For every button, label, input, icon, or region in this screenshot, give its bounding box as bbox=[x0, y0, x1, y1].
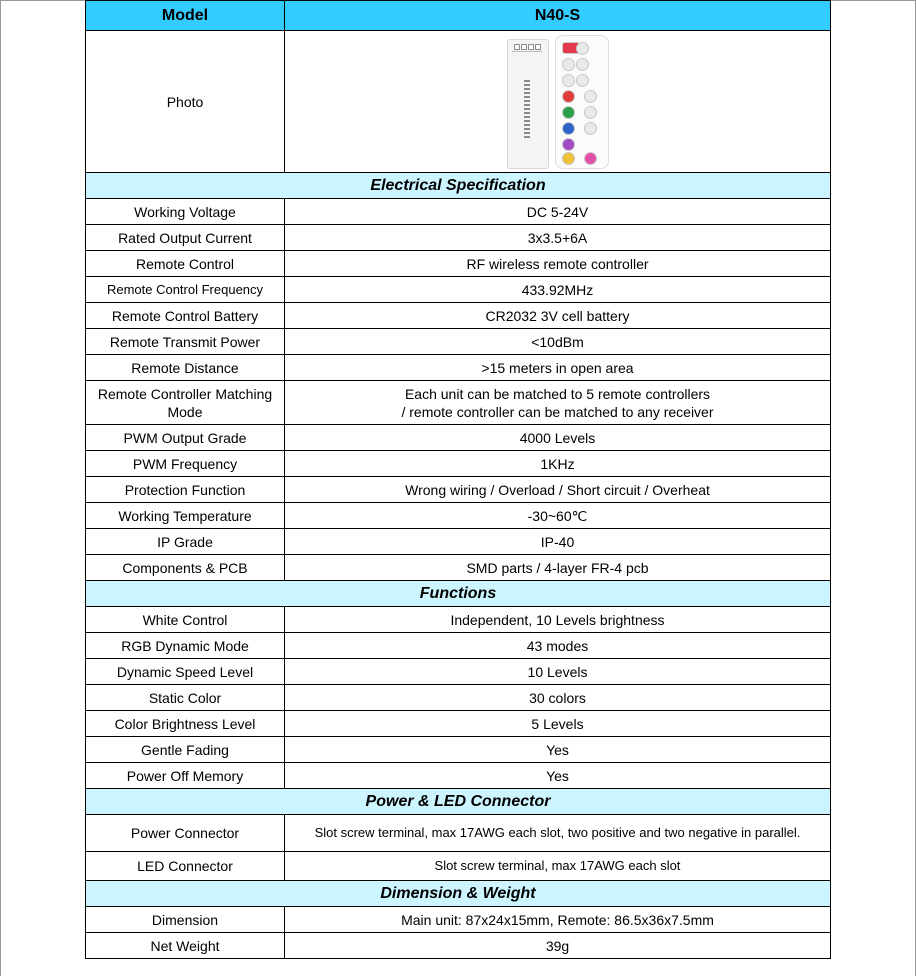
page-frame-top-right bbox=[830, 0, 916, 1]
section-title: Power & LED Connector bbox=[86, 789, 831, 815]
spec-label: PWM Output Grade bbox=[86, 425, 285, 451]
spec-value: DC 5-24V bbox=[285, 199, 831, 225]
spec-value: Slot screw terminal, max 17AWG each slot bbox=[285, 852, 831, 881]
spec-value: >15 meters in open area bbox=[285, 355, 831, 381]
section-title: Dimension & Weight bbox=[86, 881, 831, 907]
spec-label: White Control bbox=[86, 607, 285, 633]
section-functions bbox=[86, 581, 831, 607]
remote-button bbox=[576, 74, 589, 87]
spec-row bbox=[86, 711, 831, 737]
spec-label: Net Weight bbox=[86, 933, 285, 959]
spec-row bbox=[86, 355, 831, 381]
spec-row bbox=[86, 451, 831, 477]
spec-value: SMD parts / 4-layer FR-4 pcb bbox=[285, 555, 831, 581]
terminal-slots bbox=[512, 43, 542, 52]
spec-value: 433.92MHz bbox=[285, 277, 831, 303]
spec-value: 10 Levels bbox=[285, 659, 831, 685]
spec-row bbox=[86, 303, 831, 329]
spec-value-line: / remote controller can be matched to any receiver bbox=[401, 403, 714, 420]
spec-label: Remote Control Frequency bbox=[86, 277, 285, 303]
spec-label: Power Connector bbox=[86, 815, 285, 852]
spec-row bbox=[86, 477, 831, 503]
controller-label-print bbox=[524, 80, 530, 138]
remote-button bbox=[584, 122, 597, 135]
spec-label: Rated Output Current bbox=[86, 225, 285, 251]
spec-row bbox=[86, 737, 831, 763]
product-photo-cell bbox=[285, 31, 831, 173]
spec-label: LED Connector bbox=[86, 852, 285, 881]
spec-label bbox=[86, 381, 285, 425]
spec-sheet bbox=[85, 0, 830, 959]
spec-row bbox=[86, 381, 831, 425]
remote-button bbox=[562, 138, 575, 151]
spec-row bbox=[86, 659, 831, 685]
remote-control-image bbox=[555, 35, 609, 169]
spec-value: Independent, 10 Levels brightness bbox=[285, 607, 831, 633]
section-electrical bbox=[86, 173, 831, 199]
remote-button bbox=[562, 122, 575, 135]
spec-label: Working Temperature bbox=[86, 503, 285, 529]
spec-value: Wrong wiring / Overload / Short circuit / Overheat bbox=[285, 477, 831, 503]
section-power-connector bbox=[86, 789, 831, 815]
spec-value: Main unit: 87x24x15mm, Remote: 86.5x36x7.5mm bbox=[285, 907, 831, 933]
section-title: Functions bbox=[86, 581, 831, 607]
page-frame-top-left bbox=[0, 0, 85, 1]
remote-button bbox=[584, 152, 597, 165]
spec-label: Remote Control Battery bbox=[86, 303, 285, 329]
spec-row bbox=[86, 277, 831, 303]
spec-label-line: Remote Controller Matching bbox=[97, 385, 273, 402]
remote-button bbox=[584, 106, 597, 119]
spec-row bbox=[86, 815, 831, 852]
spec-table bbox=[85, 0, 831, 959]
spec-value: 3x3.5+6A bbox=[285, 225, 831, 251]
model-value: N40-S bbox=[285, 1, 831, 31]
spec-label: Gentle Fading bbox=[86, 737, 285, 763]
spec-row bbox=[86, 329, 831, 355]
spec-label: Remote Distance bbox=[86, 355, 285, 381]
photo-label: Photo bbox=[86, 31, 285, 173]
spec-label: Remote Transmit Power bbox=[86, 329, 285, 355]
spec-row bbox=[86, 199, 831, 225]
spec-value: 5 Levels bbox=[285, 711, 831, 737]
remote-button bbox=[562, 58, 575, 71]
spec-value: CR2032 3V cell battery bbox=[285, 303, 831, 329]
spec-value: Slot screw terminal, max 17AWG each slot, two positive and two negative in parallel. bbox=[285, 815, 831, 852]
spec-row bbox=[86, 933, 831, 959]
remote-button bbox=[584, 90, 597, 103]
spec-row bbox=[86, 251, 831, 277]
spec-value: -30~60℃ bbox=[285, 503, 831, 529]
spec-value: 30 colors bbox=[285, 685, 831, 711]
spec-value: <10dBm bbox=[285, 329, 831, 355]
spec-label: Color Brightness Level bbox=[86, 711, 285, 737]
remote-button bbox=[576, 42, 589, 55]
spec-label: Dimension bbox=[86, 907, 285, 933]
spec-value-line: Each unit can be matched to 5 remote controllers bbox=[404, 385, 711, 402]
spec-row bbox=[86, 907, 831, 933]
spec-label: Static Color bbox=[86, 685, 285, 711]
remote-button bbox=[562, 74, 575, 87]
spec-value: Yes bbox=[285, 763, 831, 789]
spec-label: Dynamic Speed Level bbox=[86, 659, 285, 685]
model-label: Model bbox=[86, 1, 285, 31]
spec-value: 43 modes bbox=[285, 633, 831, 659]
product-photo bbox=[505, 35, 610, 168]
remote-button bbox=[576, 58, 589, 71]
spec-value bbox=[285, 381, 831, 425]
spec-row bbox=[86, 633, 831, 659]
section-dimension bbox=[86, 881, 831, 907]
spec-row bbox=[86, 555, 831, 581]
spec-label: Power Off Memory bbox=[86, 763, 285, 789]
spec-value: RF wireless remote controller bbox=[285, 251, 831, 277]
spec-label: Protection Function bbox=[86, 477, 285, 503]
spec-label: Remote Control bbox=[86, 251, 285, 277]
spec-row bbox=[86, 685, 831, 711]
remote-button bbox=[562, 106, 575, 119]
spec-value: 1KHz bbox=[285, 451, 831, 477]
spec-row bbox=[86, 425, 831, 451]
spec-label: RGB Dynamic Mode bbox=[86, 633, 285, 659]
page-frame-left bbox=[0, 0, 1, 976]
photo-row bbox=[86, 31, 831, 173]
header-row bbox=[86, 1, 831, 31]
controller-unit-image bbox=[507, 39, 549, 169]
remote-button bbox=[562, 152, 575, 165]
spec-label: IP Grade bbox=[86, 529, 285, 555]
section-title: Electrical Specification bbox=[86, 173, 831, 199]
spec-row bbox=[86, 503, 831, 529]
spec-row bbox=[86, 529, 831, 555]
spec-value: Yes bbox=[285, 737, 831, 763]
spec-value: IP-40 bbox=[285, 529, 831, 555]
spec-label: PWM Frequency bbox=[86, 451, 285, 477]
spec-row bbox=[86, 852, 831, 881]
spec-value: 4000 Levels bbox=[285, 425, 831, 451]
spec-row bbox=[86, 763, 831, 789]
remote-button bbox=[562, 90, 575, 103]
spec-row bbox=[86, 225, 831, 251]
spec-row bbox=[86, 607, 831, 633]
spec-label: Working Voltage bbox=[86, 199, 285, 225]
spec-value: 39g bbox=[285, 933, 831, 959]
spec-label-line: Mode bbox=[167, 403, 203, 420]
spec-label: Components & PCB bbox=[86, 555, 285, 581]
